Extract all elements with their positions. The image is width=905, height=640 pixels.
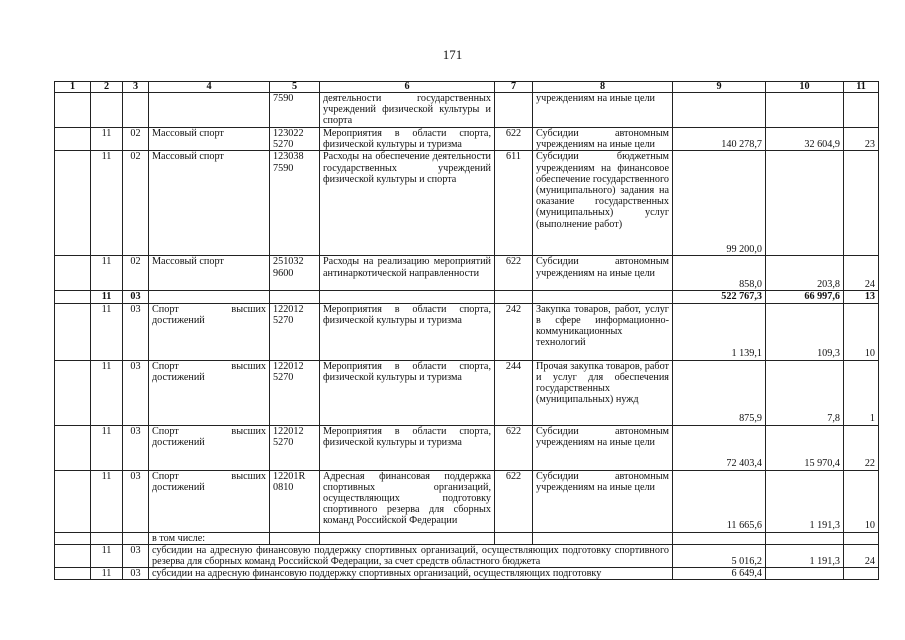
cell: 13 bbox=[844, 291, 879, 303]
cell: Спорт высших достижений bbox=[149, 425, 270, 470]
cell bbox=[766, 568, 844, 580]
cell bbox=[123, 532, 149, 544]
table-header-row bbox=[55, 82, 879, 93]
column-header: 11 bbox=[844, 82, 879, 93]
cell: 15 970,4 bbox=[766, 425, 844, 470]
table-row bbox=[55, 303, 879, 360]
cell: Спорт высших достижений bbox=[149, 360, 270, 425]
cell: 622 bbox=[495, 256, 533, 291]
cell: 11 bbox=[91, 568, 123, 580]
cell: Массовый спорт bbox=[149, 256, 270, 291]
cell bbox=[55, 303, 91, 360]
cell: 03 bbox=[123, 303, 149, 360]
cell: Мероприятия в области спорта, физической культуры и туризма bbox=[320, 360, 495, 425]
cell bbox=[495, 93, 533, 128]
cell: 11 bbox=[91, 303, 123, 360]
cell: Субсидии автономным учреждениям на иные цели bbox=[533, 256, 673, 291]
cell: 02 bbox=[123, 128, 149, 151]
cell bbox=[533, 532, 673, 544]
cell: 1 bbox=[844, 360, 879, 425]
cell: 858,0 bbox=[673, 256, 766, 291]
cell: 11 bbox=[91, 256, 123, 291]
cell: Мероприятия в области спорта, физической культуры и туризма bbox=[320, 425, 495, 470]
cell: 242 bbox=[495, 303, 533, 360]
cell: 03 bbox=[123, 470, 149, 532]
column-header: 5 bbox=[270, 82, 320, 93]
column-header: 3 bbox=[123, 82, 149, 93]
cell: Закупка товаров, работ, услуг в сфере информационно-коммуникационных технологий bbox=[533, 303, 673, 360]
cell bbox=[844, 93, 879, 128]
cell: Массовый спорт bbox=[149, 128, 270, 151]
cell bbox=[766, 532, 844, 544]
cell: Массовый спорт bbox=[149, 151, 270, 256]
table-row bbox=[55, 128, 879, 151]
column-header: 9 bbox=[673, 82, 766, 93]
cell: 03 bbox=[123, 291, 149, 303]
cell: Субсидии бюджетным учреждениям на финансовое обеспечение государственного (муниципального) задания на оказание государственных (муниципальных) услуг (выполнение работ) bbox=[533, 151, 673, 256]
cell bbox=[320, 291, 495, 303]
cell: 99 200,0 bbox=[673, 151, 766, 256]
cell: Субсидии автономным учреждениям на иные цели bbox=[533, 425, 673, 470]
table-row bbox=[55, 470, 879, 532]
cell bbox=[673, 93, 766, 128]
cell: 122012 5270 bbox=[270, 425, 320, 470]
cell: деятельности государственных учреждений физической культуры и спорта bbox=[320, 93, 495, 128]
cell: учреждениям на иные цели bbox=[533, 93, 673, 128]
column-header: 7 bbox=[495, 82, 533, 93]
cell: 11 bbox=[91, 128, 123, 151]
cell: 02 bbox=[123, 151, 149, 256]
cell: Мероприятия в области спорта, физической культуры и туризма bbox=[320, 303, 495, 360]
cell: 875,9 bbox=[673, 360, 766, 425]
cell: Субсидии автономным учреждениям на иные цели bbox=[533, 470, 673, 532]
cell bbox=[844, 532, 879, 544]
cell bbox=[55, 425, 91, 470]
cell bbox=[495, 532, 533, 544]
cell bbox=[149, 291, 270, 303]
cell: 11 bbox=[91, 470, 123, 532]
cell: 6 649,4 bbox=[673, 568, 766, 580]
cell: 1 191,3 bbox=[766, 470, 844, 532]
cell: 03 bbox=[123, 425, 149, 470]
cell: Спорт высших достижений bbox=[149, 470, 270, 532]
cell: 03 bbox=[123, 568, 149, 580]
cell bbox=[270, 291, 320, 303]
cell: 122012 5270 bbox=[270, 303, 320, 360]
cell bbox=[55, 291, 91, 303]
cell: 10 bbox=[844, 470, 879, 532]
cell: 622 bbox=[495, 425, 533, 470]
cell: 11 665,6 bbox=[673, 470, 766, 532]
column-header: 1 bbox=[55, 82, 91, 93]
cell: 5 016,2 bbox=[673, 544, 766, 567]
cell: 24 bbox=[844, 256, 879, 291]
cell: 244 bbox=[495, 360, 533, 425]
cell: 123022 5270 bbox=[270, 128, 320, 151]
page-number: 171 bbox=[442, 47, 463, 62]
cell: 522 767,3 bbox=[673, 291, 766, 303]
cell bbox=[149, 93, 270, 128]
cell bbox=[55, 256, 91, 291]
cell: 10 bbox=[844, 303, 879, 360]
table-row bbox=[55, 93, 879, 128]
cell: 03 bbox=[123, 360, 149, 425]
cell bbox=[844, 568, 879, 580]
subtotal-row bbox=[55, 291, 879, 303]
column-header: 4 bbox=[149, 82, 270, 93]
cell: 66 997,6 bbox=[766, 291, 844, 303]
cell bbox=[55, 568, 91, 580]
cell: 24 bbox=[844, 544, 879, 567]
cell: Субсидии автономным учреждениям на иные цели bbox=[533, 128, 673, 151]
cell bbox=[55, 151, 91, 256]
cell: 251032 9600 bbox=[270, 256, 320, 291]
cell bbox=[55, 93, 91, 128]
cell: Прочая закупка товаров, работ и услуг для обеспечения государственных (муниципальных) нужд bbox=[533, 360, 673, 425]
column-header: 2 bbox=[91, 82, 123, 93]
cell: в том числе: bbox=[149, 532, 270, 544]
cell: 203,8 bbox=[766, 256, 844, 291]
cell bbox=[270, 532, 320, 544]
cell bbox=[55, 128, 91, 151]
column-header: 8 bbox=[533, 82, 673, 93]
cell: 11 bbox=[91, 151, 123, 256]
table-row bbox=[55, 256, 879, 291]
cell bbox=[91, 93, 123, 128]
cell: 32 604,9 bbox=[766, 128, 844, 151]
cell bbox=[320, 532, 495, 544]
cell bbox=[766, 93, 844, 128]
cell: 11 bbox=[91, 291, 123, 303]
cell: 11 bbox=[91, 360, 123, 425]
table-row bbox=[55, 151, 879, 256]
cell: Адресная финансовая поддержка спортивных организаций, осуществляющих подготовку спортивного резерва для сборных команд Российской Федерации bbox=[320, 470, 495, 532]
cell: 7,8 bbox=[766, 360, 844, 425]
cell: 109,3 bbox=[766, 303, 844, 360]
cell: 22 bbox=[844, 425, 879, 470]
table-row bbox=[55, 544, 879, 567]
cell: субсидии на адресную финансовую поддержку спортивных организаций, осуществляющих подготовку спортивного резерва для сборных команд Российской Федерации, за счет средств областного бюджета bbox=[149, 544, 673, 567]
cell bbox=[766, 151, 844, 256]
table-row bbox=[55, 360, 879, 425]
cell: 11 bbox=[91, 544, 123, 567]
cell: Расходы на реализацию мероприятий антинаркотической направленности bbox=[320, 256, 495, 291]
cell bbox=[533, 291, 673, 303]
cell bbox=[55, 544, 91, 567]
table-row bbox=[55, 425, 879, 470]
cell bbox=[123, 93, 149, 128]
cell: 23 bbox=[844, 128, 879, 151]
budget-table bbox=[54, 81, 879, 580]
cell: 622 bbox=[495, 470, 533, 532]
cell: 122012 5270 bbox=[270, 360, 320, 425]
cell bbox=[495, 291, 533, 303]
cell: субсидии на адресную финансовую поддержку спортивных организаций, осуществляющих подготовку bbox=[149, 568, 673, 580]
cell: Спорт высших достижений bbox=[149, 303, 270, 360]
cell: 03 bbox=[123, 544, 149, 567]
cell: 02 bbox=[123, 256, 149, 291]
cell: Мероприятия в области спорта, физической культуры и туризма bbox=[320, 128, 495, 151]
cell: 72 403,4 bbox=[673, 425, 766, 470]
cell bbox=[844, 151, 879, 256]
cell bbox=[55, 470, 91, 532]
column-header: 6 bbox=[320, 82, 495, 93]
cell: 622 bbox=[495, 128, 533, 151]
cell bbox=[673, 532, 766, 544]
cell: Расходы на обеспечение деятельности государственных учреждений физической культуры и спорта bbox=[320, 151, 495, 256]
cell: 123038 7590 bbox=[270, 151, 320, 256]
cell: 11 bbox=[91, 425, 123, 470]
table-row bbox=[55, 532, 879, 544]
cell bbox=[55, 360, 91, 425]
cell: 1 191,3 bbox=[766, 544, 844, 567]
cell: 140 278,7 bbox=[673, 128, 766, 151]
cell bbox=[91, 532, 123, 544]
cell: 7590 bbox=[270, 93, 320, 128]
cell: 1 139,1 bbox=[673, 303, 766, 360]
cell: 12201R 0810 bbox=[270, 470, 320, 532]
cell bbox=[55, 532, 91, 544]
column-header: 10 bbox=[766, 82, 844, 93]
cell: 611 bbox=[495, 151, 533, 256]
table-row bbox=[55, 568, 879, 580]
